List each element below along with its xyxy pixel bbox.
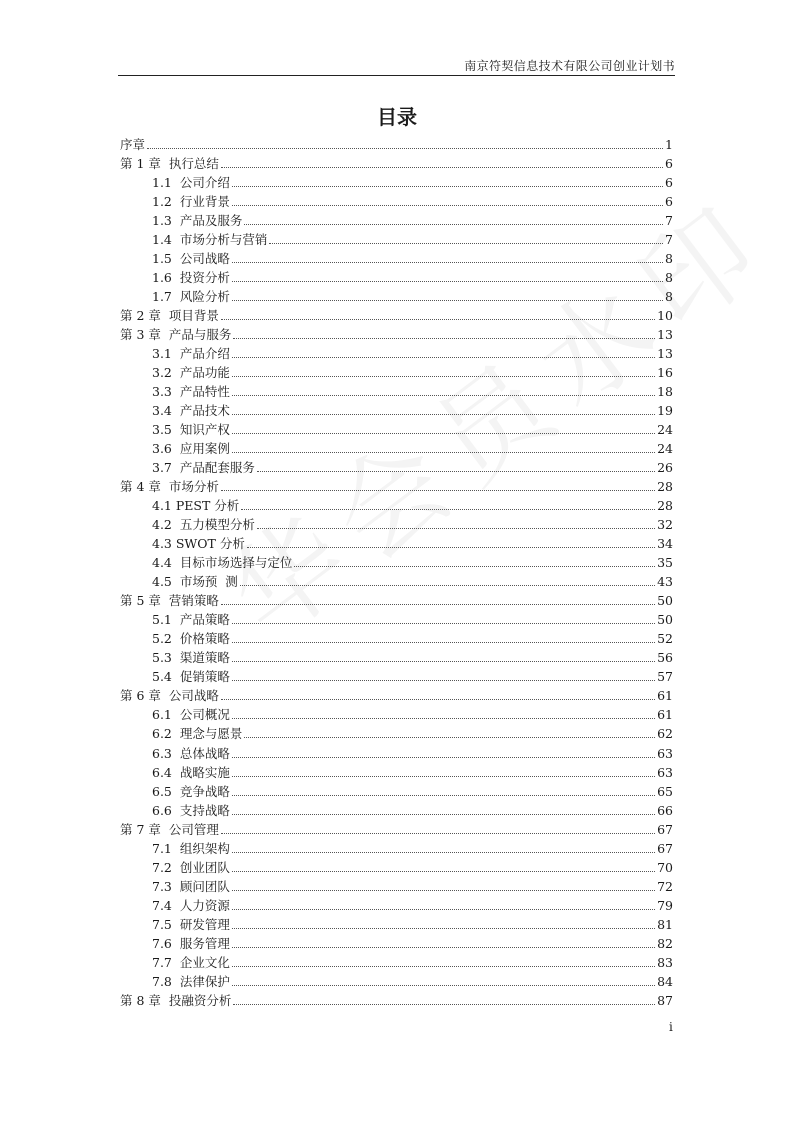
toc-entry-page: 67 <box>657 840 673 856</box>
toc-dot-leader <box>232 814 655 815</box>
toc-section-entry[interactable] <box>120 839 673 858</box>
toc-entry-page: 24 <box>657 441 673 457</box>
toc-section-entry[interactable] <box>120 344 673 363</box>
toc-section-entry[interactable] <box>120 268 673 287</box>
toc-entry-label: 1.6 投资分析 <box>152 270 230 286</box>
toc-entry-page: 82 <box>657 935 673 951</box>
toc-chapter-entry[interactable] <box>120 991 673 1010</box>
toc-section-entry[interactable] <box>120 705 673 724</box>
toc-entry-page: 61 <box>657 707 673 723</box>
toc-dot-leader <box>232 281 663 282</box>
toc-dot-leader <box>221 490 655 491</box>
toc-dot-leader <box>232 928 655 929</box>
toc-entry-label: 6.2 理念与愿景 <box>152 726 243 742</box>
toc-dot-leader <box>221 319 655 320</box>
toc-dot-leader <box>247 547 655 548</box>
toc-entry-label: 6.3 总体战略 <box>152 745 230 761</box>
toc-entry-label: 3.4 产品技术 <box>152 403 230 419</box>
toc-entry-page: 28 <box>657 479 673 495</box>
toc-entry-page: 6 <box>665 194 673 210</box>
toc-entry-page: 6 <box>665 156 673 172</box>
toc-entry-label: 1.3 产品及服务 <box>152 213 243 229</box>
toc-section-entry[interactable] <box>120 363 673 382</box>
toc-entry-page: 67 <box>657 821 673 837</box>
toc-entry-label: 7.5 研发管理 <box>152 916 230 932</box>
toc-chapter-entry[interactable] <box>120 477 673 496</box>
toc-section-entry[interactable] <box>120 439 673 458</box>
toc-entry-page: 63 <box>657 764 673 780</box>
toc-entry-page: 19 <box>657 403 673 419</box>
toc-section-entry[interactable] <box>120 192 673 211</box>
toc-dot-leader <box>241 509 655 510</box>
toc-dot-leader <box>147 148 663 149</box>
toc-section-entry[interactable] <box>120 382 673 401</box>
toc-chapter-entry[interactable] <box>120 591 673 610</box>
toc-section-entry[interactable] <box>120 724 673 743</box>
toc-entry-page: 8 <box>665 289 673 305</box>
toc-section-entry[interactable] <box>120 572 673 591</box>
toc-entry-label: 第 8 章 投融资分析 <box>120 992 232 1008</box>
toc-section-entry[interactable] <box>120 287 673 306</box>
toc-chapter-entry[interactable] <box>120 686 673 705</box>
toc-entry-label: 1.5 公司战略 <box>152 251 230 267</box>
toc-entry-label: 1.4 市场分析与营销 <box>152 232 268 248</box>
toc-chapter-entry[interactable] <box>120 154 673 173</box>
toc-dot-leader <box>232 300 663 301</box>
toc-entry-page: 50 <box>657 593 673 609</box>
toc-dot-leader <box>232 186 663 187</box>
toc-dot-leader <box>232 795 655 796</box>
toc-entry-label: 5.2 价格策略 <box>152 631 230 647</box>
toc-entry-label: 6.1 公司概况 <box>152 707 230 723</box>
toc-dot-leader <box>244 737 655 738</box>
toc-section-entry[interactable] <box>120 553 673 572</box>
toc-section-entry[interactable] <box>120 763 673 782</box>
toc-entry-page: 1 <box>665 137 673 152</box>
toc-section-entry[interactable] <box>120 211 673 230</box>
toc-entry-label: 3.3 产品特性 <box>152 384 230 400</box>
toc-entry-label: 1.2 行业背景 <box>152 194 230 210</box>
toc-entry-label: 第 5 章 营销策略 <box>120 593 219 609</box>
toc-entry-page: 43 <box>657 574 673 590</box>
toc-dot-leader <box>257 471 655 472</box>
toc-section-entry[interactable] <box>120 401 673 420</box>
toc-dot-leader <box>232 452 655 453</box>
toc-dot-leader <box>232 966 655 967</box>
toc-section-entry[interactable] <box>120 972 673 991</box>
toc-entry-page: 56 <box>657 650 673 666</box>
toc-section-entry[interactable] <box>120 648 673 667</box>
toc-chapter-entry[interactable] <box>120 325 673 344</box>
toc-entry-label: 4.1 PEST 分析 <box>152 498 240 514</box>
toc-dot-leader <box>232 852 655 853</box>
toc-dot-leader <box>232 395 655 396</box>
toc-entry-label: 3.5 知识产权 <box>152 422 230 438</box>
toc-entry-page: 8 <box>665 270 673 286</box>
toc-section-entry[interactable] <box>120 496 673 515</box>
toc-entry-label: 4.4 目标市场选择与定位 <box>152 555 293 571</box>
toc-dot-leader <box>233 338 655 339</box>
toc-entry-page: 65 <box>657 783 673 799</box>
page-title: 目录 <box>377 105 417 129</box>
toc-entry-label: 3.7 产品配套服务 <box>152 460 255 476</box>
page-number: i <box>669 1020 673 1034</box>
toc-entry-page: 32 <box>657 517 673 533</box>
toc-entry-label: 7.8 法律保护 <box>152 973 230 989</box>
toc-dot-leader <box>240 585 655 586</box>
toc-dot-leader <box>232 414 655 415</box>
toc-entry-page: 50 <box>657 612 673 628</box>
page-header <box>118 57 675 76</box>
toc-dot-leader <box>244 224 663 225</box>
toc-entry-page: 16 <box>657 365 673 381</box>
toc-section-entry[interactable] <box>120 458 673 477</box>
header-text: 南京符契信息技术有限公司创业计划书 <box>464 59 675 73</box>
toc-entry-label: 6.4 战略实施 <box>152 764 230 780</box>
toc-entry-label: 7.7 企业文化 <box>152 954 230 970</box>
toc-section-entry[interactable] <box>120 173 673 192</box>
toc-chapter-entry[interactable] <box>120 135 673 154</box>
toc-section-entry[interactable] <box>120 249 673 268</box>
toc-entry-page: 28 <box>657 498 673 514</box>
toc-dot-leader <box>232 985 655 986</box>
toc-entry-page: 87 <box>657 992 673 1008</box>
toc-section-entry[interactable] <box>120 744 673 763</box>
toc-entry-label: 7.4 人力资源 <box>152 897 230 913</box>
toc-dot-leader <box>232 433 655 434</box>
toc-entry-label: 第 6 章 公司战略 <box>120 688 219 704</box>
toc-entry-page: 10 <box>657 308 673 324</box>
toc-dot-leader <box>269 243 663 244</box>
toc-entry-page: 52 <box>657 631 673 647</box>
toc-entry-label: 7.1 组织架构 <box>152 840 230 856</box>
toc-dot-leader <box>232 623 655 624</box>
toc-entry-page: 79 <box>657 897 673 913</box>
toc-entry-page: 24 <box>657 422 673 438</box>
toc-dot-leader <box>232 890 655 891</box>
toc-entry-label: 第 1 章 执行总结 <box>120 156 219 172</box>
toc-entry-page: 34 <box>657 536 673 552</box>
toc-entry-page: 57 <box>657 669 673 685</box>
toc-entry-page: 84 <box>657 973 673 989</box>
toc-entry-label: 1.1 公司介绍 <box>152 175 230 191</box>
toc-section-entry[interactable] <box>120 782 673 801</box>
toc-entry-label: 3.6 应用案例 <box>152 441 230 457</box>
toc-entry-page: 6 <box>665 175 673 191</box>
toc-dot-leader <box>232 718 655 719</box>
toc-entry-label: 7.2 创业团队 <box>152 859 230 875</box>
toc-dot-leader <box>233 1004 655 1005</box>
toc-entry-page: 8 <box>665 251 673 267</box>
toc-entry-page: 61 <box>657 688 673 704</box>
toc-entry-label: 第 3 章 产品与服务 <box>120 327 232 343</box>
toc-entry-label: 4.3 SWOT 分析 <box>152 536 245 552</box>
toc-entry-label: 5.3 渠道策略 <box>152 650 230 666</box>
toc-entry-label: 6.5 竞争战略 <box>152 783 230 799</box>
toc-dot-leader <box>232 871 655 872</box>
toc-entry-page: 35 <box>657 555 673 571</box>
toc-entry-page: 62 <box>657 726 673 742</box>
toc-section-entry[interactable] <box>120 534 673 553</box>
toc-section-entry[interactable] <box>120 934 673 953</box>
toc-entry-page: 70 <box>657 859 673 875</box>
toc-section-entry[interactable] <box>120 515 673 534</box>
toc-dot-leader <box>257 528 655 529</box>
toc-entry-page: 13 <box>657 327 673 343</box>
toc-chapter-entry[interactable] <box>120 306 673 325</box>
toc-chapter-entry[interactable] <box>120 820 673 839</box>
toc-section-entry[interactable] <box>120 230 673 249</box>
toc-dot-leader <box>232 757 655 758</box>
toc-entry-label: 7.3 顾问团队 <box>152 878 230 894</box>
toc-section-entry[interactable] <box>120 801 673 820</box>
toc-dot-leader <box>232 376 655 377</box>
toc-entry-label: 序章 <box>120 137 146 152</box>
toc-entry-label: 3.1 产品介绍 <box>152 346 230 362</box>
toc-section-entry[interactable] <box>120 896 673 915</box>
toc-entry-label: 6.6 支持战略 <box>152 802 230 818</box>
toc-dot-leader <box>221 833 655 834</box>
toc-dot-leader <box>232 661 655 662</box>
toc-dot-leader <box>232 205 663 206</box>
toc-entry-label: 5.1 产品策略 <box>152 612 230 628</box>
toc-section-entry[interactable] <box>120 420 673 439</box>
toc-entry-page: 18 <box>657 384 673 400</box>
toc-entry-label: 4.2 五力模型分析 <box>152 517 255 533</box>
toc-entry-page: 13 <box>657 346 673 362</box>
toc-dot-leader <box>221 699 655 700</box>
toc-entry-label: 4.5 市场预 测 <box>152 574 238 590</box>
toc-dot-leader <box>232 947 655 948</box>
table-of-contents <box>120 135 673 1010</box>
toc-entry-label: 第 7 章 公司管理 <box>120 821 219 837</box>
toc-section-entry[interactable] <box>120 610 673 629</box>
toc-entry-page: 63 <box>657 745 673 761</box>
toc-dot-leader <box>221 604 655 605</box>
toc-dot-leader <box>232 776 655 777</box>
toc-dot-leader <box>221 167 663 168</box>
toc-section-entry[interactable] <box>120 858 673 877</box>
toc-section-entry[interactable] <box>120 877 673 896</box>
toc-dot-leader <box>232 909 655 910</box>
toc-dot-leader <box>232 357 655 358</box>
toc-entry-page: 72 <box>657 878 673 894</box>
toc-entry-page: 81 <box>657 916 673 932</box>
toc-section-entry[interactable] <box>120 629 673 648</box>
toc-section-entry[interactable] <box>120 667 673 686</box>
toc-entry-page: 83 <box>657 954 673 970</box>
toc-entry-page: 7 <box>665 232 673 248</box>
toc-entry-label: 第 2 章 项目背景 <box>120 308 219 324</box>
toc-entry-label: 1.7 风险分析 <box>152 289 230 305</box>
toc-entry-label: 第 4 章 市场分析 <box>120 479 219 495</box>
toc-entry-page: 66 <box>657 802 673 818</box>
toc-dot-leader <box>232 262 663 263</box>
toc-dot-leader <box>232 680 655 681</box>
toc-entry-label: 7.6 服务管理 <box>152 935 230 951</box>
toc-entry-label: 3.2 产品功能 <box>152 365 230 381</box>
toc-entry-page: 7 <box>665 213 673 229</box>
toc-section-entry[interactable] <box>120 915 673 934</box>
toc-dot-leader <box>232 642 655 643</box>
toc-dot-leader <box>294 566 655 567</box>
toc-entry-page: 26 <box>657 460 673 476</box>
toc-entry-label: 5.4 促销策略 <box>152 669 230 685</box>
toc-section-entry[interactable] <box>120 953 673 972</box>
